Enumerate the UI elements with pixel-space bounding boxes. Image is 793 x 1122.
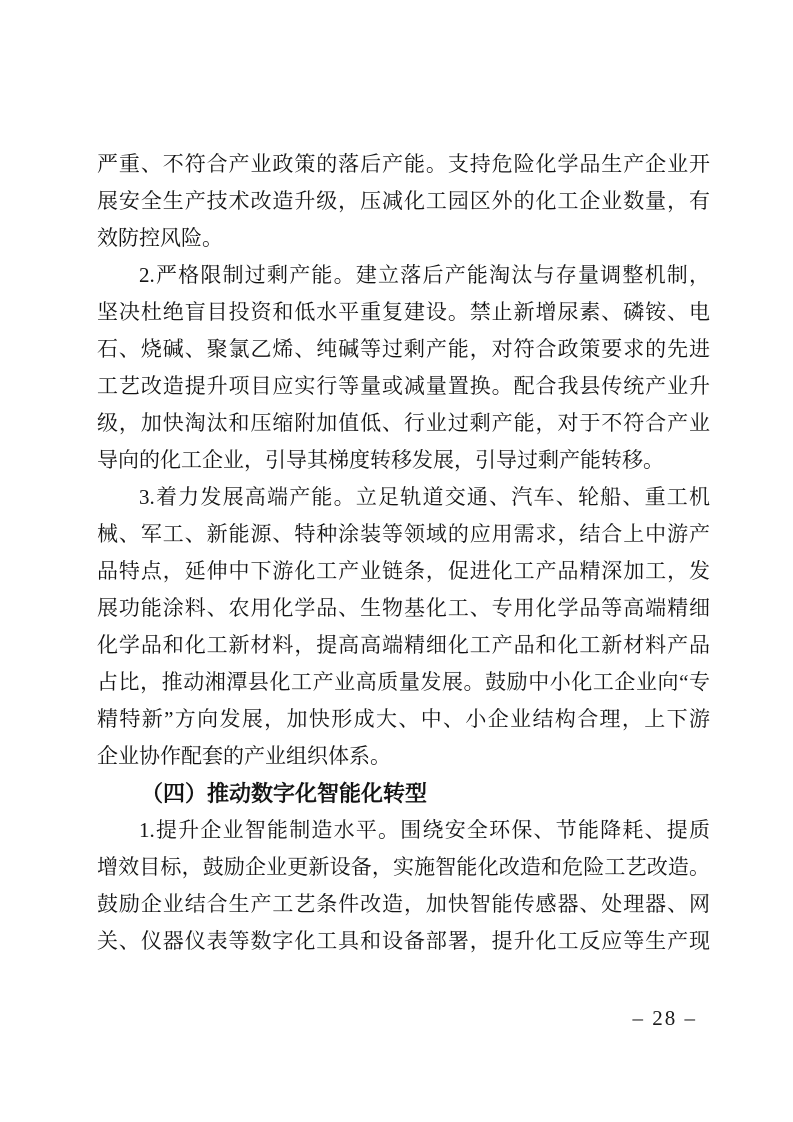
text-line: 2.严格限制过剩产能。建立落后产能淘汰与存量调整机制， [139,263,710,287]
section-heading: （四）推动数字化智能化转型 [141,781,428,806]
text-line: 精特新”方向发展，加快形成大、中、小企业结构合理，上下游 [97,707,710,731]
text-line: 坚决杜绝盲目投资和低水平重复建设。禁止新增尿素、磷铵、电 [97,300,710,324]
text-line: 严重、不符合产业政策的落后产能。支持危险化学品生产企业开 [97,152,710,176]
text-line: 效防控风险。 [97,226,223,250]
text-line: 品特点，延伸中下游化工产业链条，促进化工产品精深加工，发 [97,559,710,583]
text-line: 展安全生产技术改造升级，压减化工园区外的化工企业数量，有 [97,189,710,213]
text-line: 石、烧碱、聚氯乙烯、纯碱等过剩产能，对符合政策要求的先进 [97,337,710,361]
text-line: 鼓励企业结合生产工艺条件改造，加快智能传感器、处理器、网 [97,892,710,916]
text-line: 占比，推动湘潭县化工产业高质量发展。鼓励中小化工企业向“专 [97,670,710,694]
page-number: – 28 – [632,1006,697,1030]
text-line: 工艺改造提升项目应实行等量或减量置换。配合我县传统产业升 [97,374,710,398]
text-line: 械、军工、新能源、特种涂装等领域的应用需求，结合上中游产 [97,522,710,546]
text-line: 级，加快淘汰和压缩附加值低、行业过剩产能，对于不符合产业 [97,411,710,435]
text-line: 化学品和化工新材料，提高高端精细化工产品和化工新材料产品 [97,633,710,657]
text-line: 导向的化工企业，引导其梯度转移发展，引导过剩产能转移。 [97,448,664,472]
text-block [97,146,710,960]
text-line: 展功能涂料、农用化学品、生物基化工、专用化学品等高端精细 [97,596,710,620]
text-line: 增效目标，鼓励企业更新设备，实施智能化改造和危险工艺改造。 [97,855,710,879]
text-line: 企业协作配套的产业组织体系。 [97,744,391,768]
text-line: 1.提升企业智能制造水平。围绕安全环保、节能降耗、提质 [139,818,710,842]
text-line: 3.着力发展高端产能。立足轨道交通、汽车、轮船、重工机 [139,485,710,509]
text-line: 关、仪器仪表等数字化工具和设备部署，提升化工反应等生产现 [97,929,710,953]
